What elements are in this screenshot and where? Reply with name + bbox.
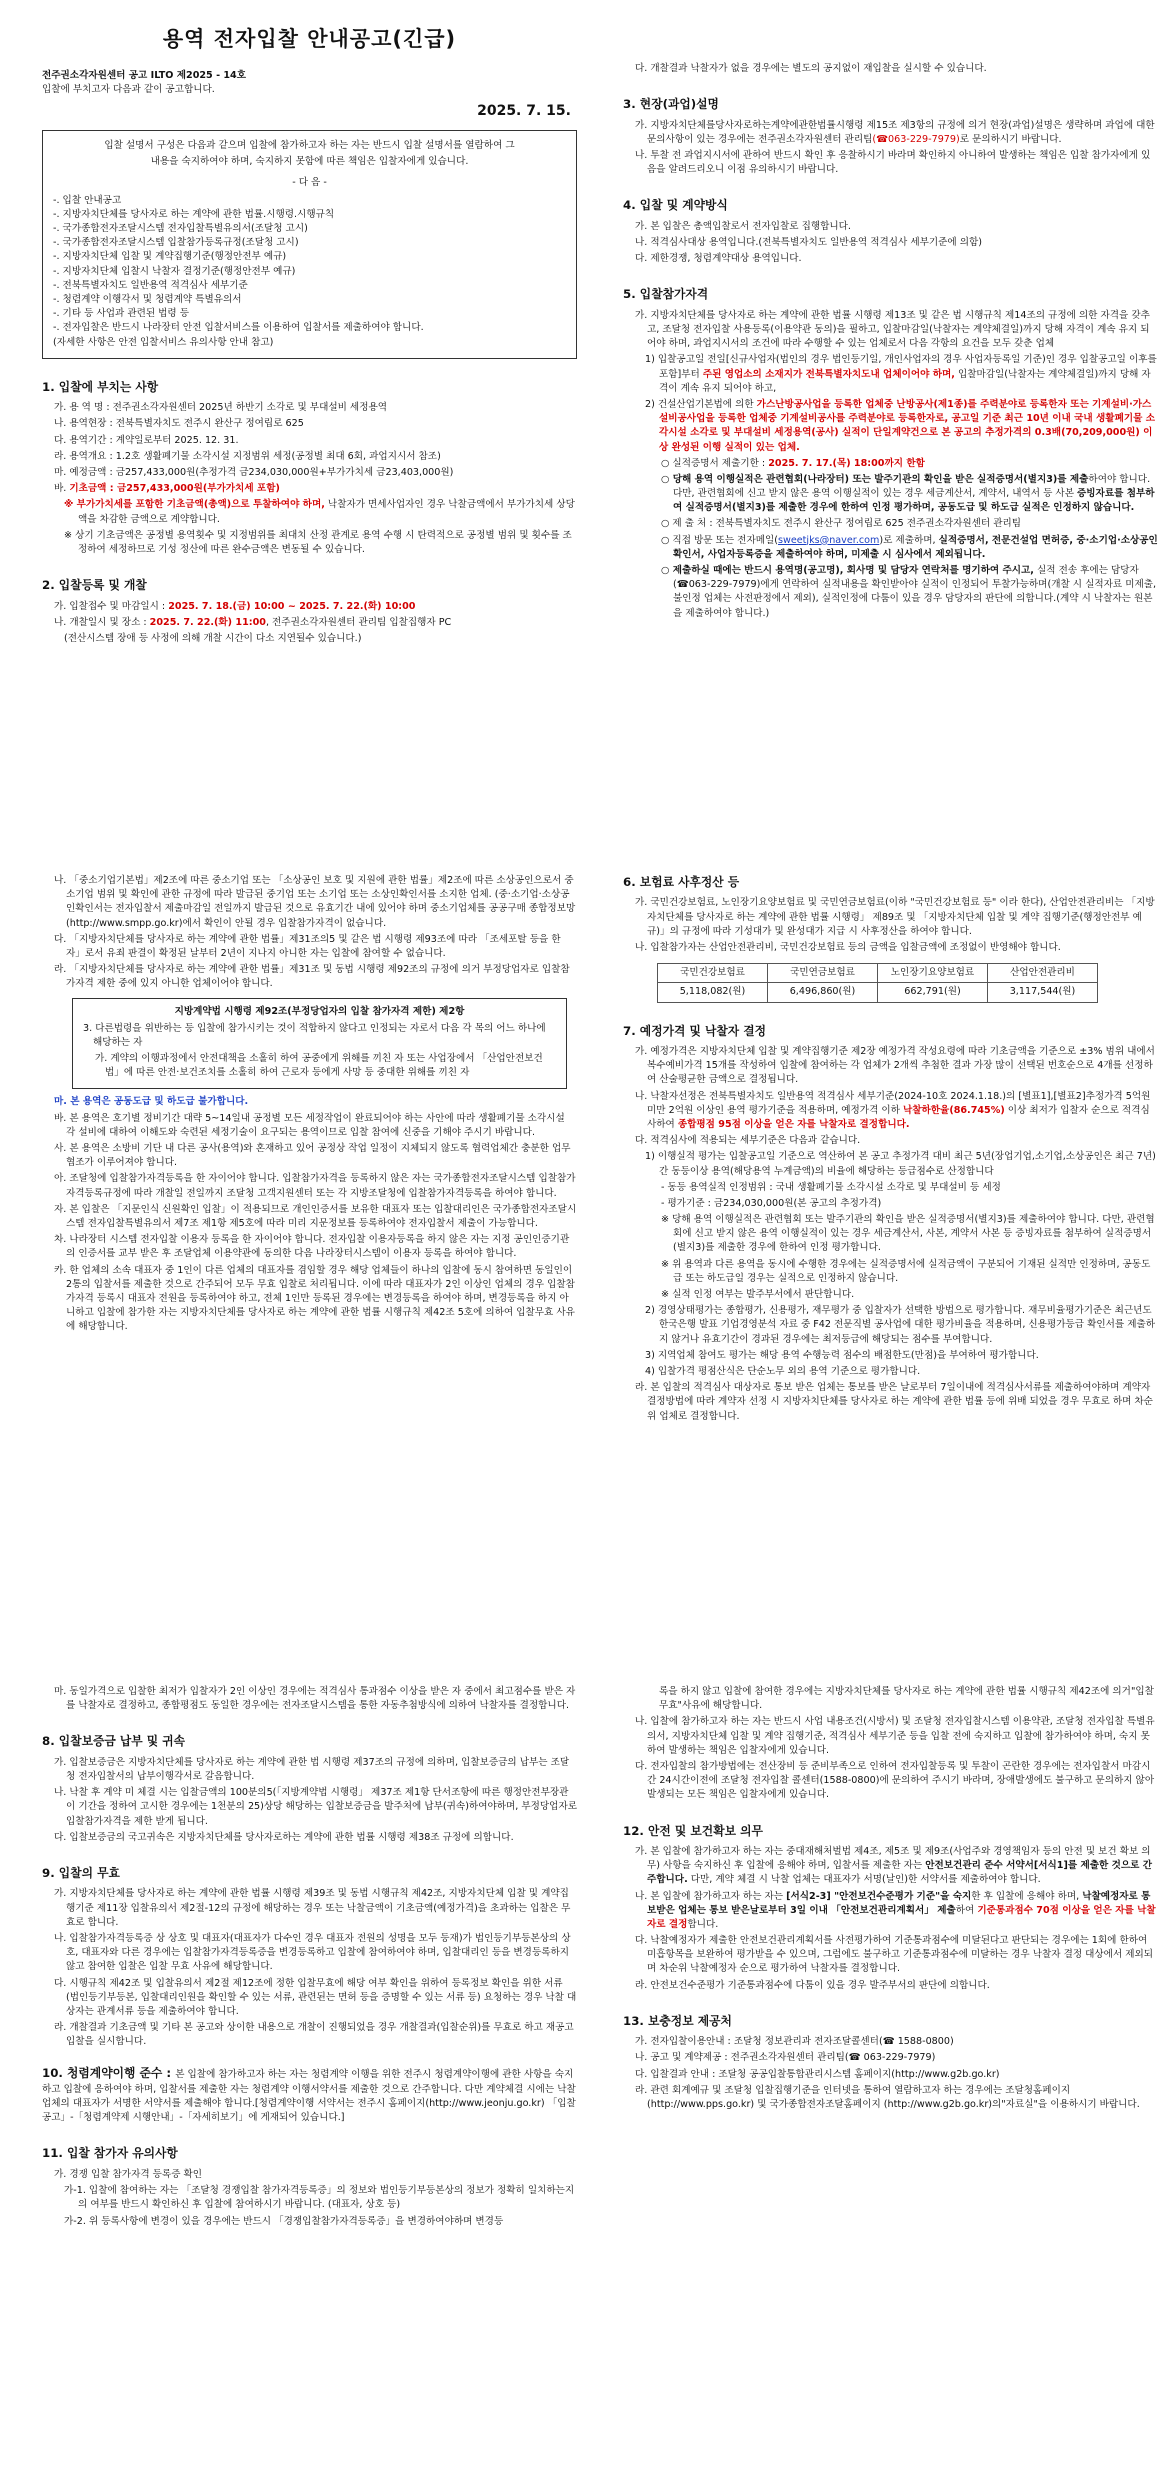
s12-a-emph: 안전보건관리 준수 서약서[서식1]를 제출한 것으로 간주합니다. (647, 1860, 1153, 1886)
s7-c-1b: - 평가기준 : 금234,030,000원(본 공고의 추정가격) (661, 1197, 882, 1209)
document-title: 용역 전자입찰 안내공고(긴급) (162, 27, 457, 51)
s1-item-a: 가. 용 역 명 : 전주권소각자원센터 2025년 하반기 소각로 및 부대설비 세정용역 (54, 402, 388, 414)
s7-item-b (635, 1090, 1158, 1133)
section-12-heading: 12. 안전 및 보건확보 의무 (623, 1823, 763, 1838)
s5-item-i: 자. 본 입찰은 「지문인식 신원확인 입찰」이 적용되므로 개인인증서를 보유한 대표자 또는 입찰대리인은 국가종합전자조달시스템 전자입찰특별유의서 제7조 제1항 제5호에 따라 미리 지문정보를 등록하여야 전자입찰서 제출이 가능합니다. (54, 1203, 577, 1229)
section-4-heading: 4. 입찰 및 계약방식 (623, 198, 728, 213)
table-header-cell: 노인장기요양보험료 (878, 964, 988, 983)
s11-item-a1: 가-1. 입찰에 참여하는 자는 「조달청 경쟁입찰 참가자격등록증」의 정보와 법인등기부등본상의 정보가 정확히 일치하는지의 여부를 반드시 확인하신 후 입찰에 참여하시기 바랍니다. (대표자, 상호 등) (64, 2185, 575, 2211)
s12-item-b (635, 1890, 1158, 1933)
law-citation-box (72, 998, 567, 1090)
vat-note-rest: 낙찰자가 면세사업자인 경우 낙찰금액에서 부가가치세 상당액을 차감한 금액으로 계약합니다. (78, 499, 575, 525)
s5-req-1-pre: 1) 입찰공고일 전일[신규사업자(법인의 경우 법인등기일, 개인사업자의 경우 사업자등록일 기준)인 경우 입찰공고일 이후를 포함]부터 (645, 354, 1157, 380)
s1-note-vat (64, 498, 577, 526)
section-9-heading: 9. 입찰의 무효 (42, 1865, 120, 1880)
table-header-cell: 국민연금보험료 (768, 964, 878, 983)
s12-a-post: 다만, 계약 체결 시 낙찰 업체는 대표자가 서명(날인)한 서약서를 제출하여야 합니다. (687, 1874, 1041, 1886)
s5-note-5-text: 실적 전송 후에는 담당자(☎063-229-7979)에게 연락하여 실적내용을 확인받아야 실적이 인정되어 투찰가능하며(개찰 시 실적자료 미제출, 불인정 업체는 사전판정에서 제외), 실적인정에 다툼이 있을 경우 담당자의 판단에 의합니다.(계약 시 낙찰자는 원본을 제출하여야 합니다.) (673, 565, 1157, 619)
s5-note-4 (661, 534, 1158, 562)
s4-item-c: 다. 제한경쟁, 청렴계약대상 용역입니다. (635, 253, 802, 265)
s9-item-b: 나. 입찰참가자격등록증 상 상호 및 대표자(대표자가 다수인 경우 대표자 전원의 성명을 모두 등재)가 법인등기부등본상의 상호, 대표자와 다른 경우에는 입찰참가자격등록증을 변경등록하고 입찰에 참여하여야 하며, 입찰대리인 등을 변경등록하지 않고 참여한 입찰은 입찰 무효 사유에 해당합니다. (54, 1932, 571, 1973)
section-7-heading: 7. 예정가격 및 낙찰자 결정 (623, 1023, 767, 1038)
section-10 (42, 2065, 577, 2125)
s8-item-c: 다. 입찰보증금의 국고귀속은 지방자치단체를 당사자로하는 계약에 관한 법률 시행령 제38조 규정에 의합니다. (54, 1831, 514, 1843)
s2-b-prefix: 나. 개찰일시 및 장소 : (54, 616, 150, 628)
notice-list (53, 194, 566, 350)
section-5-heading: 5. 입찰참가자격 (623, 287, 709, 302)
bid-period: 2025. 7. 18.(금) 10:00 ~ 2025. 7. 22.(화) 10:00 (168, 600, 416, 612)
table-cell: 662,791(원) (878, 983, 988, 1002)
table-cell: 5,118,082(원) (658, 983, 768, 1002)
s3-item-a (635, 119, 1158, 147)
s12-b-mid: 한 후 입찰에 응해야 하며, (971, 1890, 1083, 1902)
s7-c-1e: ※ 실적 인정 여부는 발주부서에서 판단합니다. (661, 1289, 855, 1301)
s12-b-emph2: 낙찰예정자로 통보받은 업체는 통보 받은날로부터 3일 이내 「안전보건관리계획서」 제출 (647, 1890, 1151, 1916)
s12-b-mid2: 하여 (955, 1904, 978, 1916)
s5-item-e: 마. 본 용역은 공동도급 및 하도급 불가합니다. (54, 1096, 249, 1108)
s3-phone: (☎063-229-7979) (872, 133, 960, 145)
s5-note-1-pre: ○ 실적증명서 제출기한 : (661, 457, 769, 469)
s5-item-b: 나. 「중소기업기본법」제2조에 따른 중소기업 또는 「소상공인 보호 및 지원에 관한 법률」제2조에 따른 소상공인으로서 중소기업 범위 및 확인에 관한 규정에 따라 발급된 중기업 또는 소기업 또는 소상인확인서를 소지한 업체. (중·소기업·소상공인확인서는 전자입찰서 제출마감일 전일까지 발급된 것으로 유효기간 내에 있어야 하며 중소기업체를 공공구매 종합정보망(http://www.smpp.go.kr)에서 확인이 안될 경우 입찰참가자격이 없습니다. (54, 875, 576, 929)
s13-item-d: 라. 관련 회계예규 및 조달청 입찰집행기준을 인터넷을 통하여 열람하고자 하는 경우에는 조달청홈페이지(http://www.pps.go.kr) 및 국가종합전자조달홈페이지 (http://www.g2b.go.kr)의"자료실"을 이용하시기 바랍니다. (635, 2084, 1140, 2111)
s7-item-c: 다. 적격심사에 적용되는 세부기준은 다음과 같습니다. (635, 1135, 861, 1147)
s13-item-a: 가. 전자입찰이용안내 : 조달청 정보관리과 전자조달콜센터(☎ 1588-0800) (635, 2036, 954, 2048)
s2-item-b (54, 616, 577, 630)
s11-item-a: 가. 경쟁 입찰 참가자격 등록증 확인 (54, 2168, 203, 2180)
s12-b-emph: [서식2-3] "안전보건수준평가 기준"을 숙지 (786, 1890, 972, 1902)
notice-line-1: 입찰 설명서 구성은 다음과 같으며 입찰에 참가하고자 하는 자는 반드시 입찰 설명서를 열람하여 그 (104, 140, 515, 152)
s12-item-d: 라. 안전보건수준평가 기준통과점수에 다툼이 있을 경우 발주부서의 판단에 의합니다. (635, 1979, 990, 1991)
table-header-cell: 산업안전관리비 (988, 964, 1098, 983)
s3-item-b: 나. 투찰 전 과업지시서에 관하여 반드시 확인 후 응찰하시기 바라며 확인하지 아니하여 발생하는 책임은 입찰 참가자에게 있음을 알려드리오니 이점 유의하시기 바랍니다. (635, 150, 1151, 176)
s5-item-h: 아. 조달청에 입찰참가자격등록을 한 자이어야 합니다. 입찰참가자격을 등록하지 않은 자는 국가종합전자조달시스템 입찰참가자격등록규정에 따라 개찰일 전일까지 조달청 고객지원센터 또는 각 지방조달청에 입찰참가자격등록을 하여야 합니다. (54, 1173, 576, 1199)
law-box-title: 지방계약법 시행령 제92조(부정당업자의 입찰 참가자격 제한) 제2항 (174, 1005, 465, 1017)
s7-b-pre: 나. 낙찰자선정은 전북특별자치도 일반용역 적격심사 세부기준(2024-10호 2024.1.18.)의 [별표1],[별표2]추정가격 5억원미만 2억원 이상인 용역 평가기준을 적용하며, 예정가격 이하 (635, 1090, 1151, 1116)
section-8-heading: 8. 입찰보증금 납부 및 귀속 (42, 1734, 186, 1749)
table-header-cell: 국민건강보험료 (658, 964, 768, 983)
law-box-line: 가. 계약의 이행과정에서 안전대책을 소홀히 하여 공중에게 위해를 끼친 자 또는 사업장에서 「산업안전보건법」에 따른 안전·보건조치를 소홀히 하여 근로자 등에게 사망 등 중대한 위해를 끼친 자 (95, 1053, 543, 1079)
s5-note-4-pre: ○ 직접 방문 또는 전자메일( (661, 534, 778, 546)
section-13-heading: 13. 보충정보 제공처 (623, 2013, 732, 2028)
s9-item-c: 다. 시행규칙 제42조 및 입찰유의서 제2절 제12조에 정한 입찰무효에 해당 여부 확인을 위하여 등록정보 확인을 위한 서류 (법인등기부등본, 입찰대리인원을 확인할 수 있는 서류, 관련된는 면허 등을 증명할 수 있는 서류 등) 요청하는 경우 낙찰 대상자는 관계서류 등을 제출하여야 합니다. (54, 1977, 577, 2017)
record-deadline: 2025. 7. 17.(목) 18:00까지 한함 (768, 457, 925, 469)
s1-item-e: 마. 예정금액 : 금257,433,000원(추정가격 금234,030,000원+부가가치세 금23,403,000원) (54, 467, 454, 478)
s12-item-c: 다. 낙찰예정자가 제출한 안전보건관리계획서를 사전평가하여 기준통과점수에 미달된다고 판단되는 경우에는 1회에 한하여 미흡항목을 보완하여 평가받을 수 있으며, 그럼에도 불구하고 기준통과점수에 미달하는 경우 낙찰자 결정 대상에서 제외되며 차순위 낙찰예정자 순으로 평가하여 낙찰자를 결정합니다. (635, 1935, 1154, 1975)
table-row (658, 983, 1098, 1002)
table-cell: 6,496,860(원) (768, 983, 878, 1002)
s5-item-d: 라. 「지방자치단체를 당사자로 하는 계약에 관한 법률」제31조 및 동법 시행령 제92조의 규정에 의거 부정당업자로 입찰참가자격 제한 중에 있지 아니한 업체이어야 합니다. (54, 964, 570, 990)
lower-bound-rate: 낙찰하한율(86.745%) (902, 1104, 1005, 1116)
section-1-heading: 1. 입찰에 부치는 사항 (42, 379, 159, 394)
s5-item-f: 바. 본 용역은 호기별 정비기간 대략 5~14일내 공정별 모든 세정작업이 완료되어야 하는 사안에 따라 생활폐기물 소각시설 각 설비에 대하여 이해도와 숙련된 세정기술이 요구되는 용역이므로 입찰 참여에 신중을 기해야 주시기 바랍니다. (54, 1112, 565, 1138)
s11-item-b: 나. 입찰에 참가하고자 하는 자는 반드시 사업 내용조건(시방서) 및 조달청 전자입찰시스템 이용약관, 조달청 전자입찰 특별유의서, 지방자치단체 입찰 및 계약 집행기준, 적격심사 세부기준 등을 입찰 전에 숙지하고 입찰에 참가하여야 하며, 숙지 못하여 발생하는 책임은 입찰자에게 있습니다. (635, 1716, 1155, 1756)
table-header-row (658, 964, 1098, 983)
s5-note-2-text: 하여야 합니다. 다만, 관련협회에 신고 받지 않은 용역 이행실적이 있는 경우 세금계산서, 계약서, 내역서 등 사본 (673, 473, 1151, 500)
announce-date: 2025. 7. 15. (477, 103, 571, 120)
s1-f-prefix: 바. (54, 483, 70, 495)
contact-email-link[interactable]: sweetjks@naver.com (778, 534, 880, 546)
vat-note-emph: ※ 부가가치세를 포함한 기초금액(총액)으로 투찰하여야 하며, (64, 499, 325, 511)
s5-note-4-emph: 실적증명서, 전문건설업 면허증, 중·소기업·소상공인확인서, 사업자등록증을 제출하여야 하며, 미제출 시 심사에서 제외됩니다. (673, 534, 1158, 560)
s1-item-b: 나. 용역현장 : 전북특별자치도 전주시 완산구 정여립로 625 (54, 418, 304, 430)
s5-item-a: 가. 지방자치단체를 당사자로 하는 계약에 관한 법률 시행령 제13조 및 같은 법 시행규칙 제14조의 규정에 의한 자격을 갖추고, 조달청 전자입찰 사용등록(이용약관 동의)을 필하고, 입찰마감일(낙찰자는 계약체결일)까지 당해 자격이 계속 유지 되어야 하며, 과업지시서의 조건에 따라 수행할 수 있는 업체로서 다음 각항의 요건을 모두 갖춘 업체 (635, 309, 1150, 350)
s7-item-d: 라. 본 입찰의 적격심사 대상자로 통보 받은 업체는 통보를 받은 날로부터 7일이내에 적격심사서류를 제출하여야하며 계약자 결정방법에 따라 계약자 선정 시 지방자치단체를 당사자로 하는 계약에 관한 법률 등에 위배 되었을 경우 무효로 하며 차순위 업체로 결정합니다. (635, 1382, 1153, 1422)
s7-c-1: 1) 이행실적 평가는 입찰공고일 기준으로 역산하여 본 공고 추정가격 대비 최근 5년(장업기업,소기업,소상공인은 최근 7년)간 동등이상 용역(해당용역 누계금액)의 비율에 해당하는 등급점수로 산정합니다 (645, 1151, 1156, 1177)
notice-item: -. 국가종합전자조달시스템 전자입찰특별유의서(조달청 고시) (53, 223, 308, 235)
section-11-heading: 11. 입찰 참가자 유의사항 (42, 2146, 178, 2161)
s12-a-pre: 가. 본 입찰에 참가하고자 하는 자는 중대재해처벌법 제4조, 제5조 및 제9조(사업주와 경영책임자 등의 안전 및 보건 확보 의무) 사항을 숙지하신 후 입찰에 응해야 하며, 입찰서를 제출한 자는 (635, 1845, 1151, 1872)
notice-item: -. 전북특별자치도 일반용역 적격심사 세부기준 (53, 279, 248, 291)
notice-item: -. 입찰 안내공고 (53, 194, 122, 206)
s5-item-c: 다. 「지방자치단체를 당사자로 하는 계약에 관한 법률」제31조의5 및 같은 법 시행령 제93조에 따라 「조세포탈 등을 한 자」로서 유죄 판결이 확정된 날부터 2년이 지나지 아니한 자는 입찰에 참여할 수 없습니다. (54, 933, 561, 959)
insurance-table (657, 963, 1098, 1002)
s2-a-prefix: 가. 입찰접수 및 마감일시 : (54, 600, 169, 612)
s3-a-suffix: 로 문의하시기 바랍니다. (959, 133, 1062, 145)
s5-req-2-pre: 2) 건설산업기본법에 의한 (645, 398, 757, 410)
s8-item-a: 가. 입찰보증금은 지방자치단체를 당사자로 하는 계약에 관한 법 시행령 제37조의 규정에 의하며, 입찰보증금의 납부는 조달청 전자입찰서의 납부이행각서로 갈음합니다. (54, 1756, 570, 1783)
page-3-left-column (42, 1685, 577, 2231)
opening-time: 2025. 7. 22.(화) 11:00 (149, 616, 266, 628)
s6-item-b: 나. 입찰참가자는 산업안전관리비, 국민건강보험료 등의 금액을 입찰금액에 조정없이 반영해야 합니다. (635, 942, 1061, 954)
section-2-heading: 2. 입찰등록 및 개찰 (42, 578, 147, 593)
section-10-text: 본 입찰에 참가하고자 하는 자는 청렴계약 이행을 위한 전주시 청렴계약이행에 관한 사항을 숙지하고 입찰에 응하여야 하며, 입찰서를 제출한 자는 청렴계약 이행서약서를 제출한 것으로 간주합니다. 다만 계약체결 시에는 낙찰업체의 대표자가 서명한 서약서를 제출해야 합니다.[청렴계약이행 서약서는 전주시 홈페이지(http://www.jeonju.go.kr) 「입찰공고」-「청렴계약제 시행안내」-「자세히보기」에 게재되어 있습니다.] (42, 2069, 576, 2124)
announce-number: 전주권소각자원센터 공고 ILTO 제2025 - 14호 (42, 70, 247, 82)
s5-note-2-emph2: 증빙자료를 첨부하여 실적증명서(별지3)를 제출한 경우에 한하여 인정 평가하며, 공동도급 및 하도급 실적은 인정하지 않습니다. (673, 488, 1155, 514)
page-2-right-column (623, 854, 1158, 1426)
s5-note-5-emph: ○ 제출하실 때에는 반드시 용역명(공고명), 회사명 및 담당자 연락처를 명기하여 주시고, (661, 565, 1034, 577)
notice-item: -. 청렴계약 이행각서 및 청렴계약 특별유의서 (53, 294, 242, 306)
s5-item-g: 사. 본 용역은 소방비 기단 내 다른 공사(용역)와 혼재하고 있어 공정상 작업 일정이 지체되지 않도록 협력업체간 충분한 업무 협조가 이루어져야 합니다. (54, 1143, 571, 1169)
s9-item-d: 라. 개찰결과 기초금액 및 기타 본 공고와 상이한 내용으로 개찰이 진행되었을 경우 개찰결과(입찰순위)를 무효로 하고 재공고 입찰을 실시합니다. (54, 2022, 574, 2048)
s7-c-2: 2) 경영상태평가는 종합평가, 신용평가, 재무평가 중 입찰자가 선택한 방법으로 평가합니다. 재무비율평가기준은 최근년도 한국은행 발표 기업경영분석 자료 중 F42 전문직별 공사업에 대한 평가비율을 적용하며, 신용평가등급 확인서를 제출하지 않거나 유효기간이 경과된 경우에는 최저등급에 해당되는 점수를 부여합니다. (645, 1305, 1155, 1345)
s5-note-1 (661, 457, 1158, 471)
s13-item-b: 나. 공고 및 계약제공 : 전주권소각자원센터 관리팀(☎ 063-229-7979) (635, 2052, 936, 2064)
page-1-right-column (623, 62, 1158, 623)
s7-item-e: 마. 동일가격으로 입찰한 최저가 입찰자가 2인 이상인 경우에는 적격심사 통과점수 이상을 받은 자 중에서 최고점수를 받은 자를 낙찰자로 결정하고, 종합평점도 동일한 경우에는 전자조달시스템을 통한 자동추첨방식에 의하여 낙찰자를 결정합니다. (54, 1686, 576, 1712)
s5-note-3: ○ 제 출 처 : 전북특별자치도 전주시 완산구 정여립로 625 전주권소각자원센터 관리팀 (661, 518, 1022, 530)
s12-item-a (635, 1845, 1158, 1888)
s7-item-a: 가. 예정가격은 지방자치단체 입찰 및 계약집행기준 제2장 예정가격 작성요령에 따라 기초금액을 기준으로 ±3% 범위 내에서 복수예비가격 15개를 작성하여 입찰에 참여하는 각 업체가 2개씩 추첨한 결과 가장 많이 선택된 번호순으로 4개를 선정하여 산술평균한 금액으로 결정됩니다. (635, 1046, 1155, 1086)
notice-item: -. 전자입찰은 반드시 나라장터 안전 입찰서비스를 이용하여 입찰서를 제출하여야 합니다. (53, 322, 424, 334)
s2-b-suffix: , 전주권소각자원센터 관리팀 입찰집행자 PC (265, 616, 452, 628)
s7-b-mid: 이상 최저가 입찰자 순으로 적격심사하여 (647, 1104, 1150, 1130)
notice-item: (자세한 사항은 안전 입찰서비스 유의사항 안내 참고) (53, 336, 274, 348)
s3-a-text: 가. 지방자치단체를당사자로하는계약에관한법률시행령 제15조 제3항의 규정에 의거 현장(과업)설명은 생략하며 과업에 대한 문의사항이 있는 경우에는 전주권소각자원센터 관리팀 (635, 119, 1155, 145)
s11-a2-continued: 록을 하지 않고 입찰에 참여한 경우에는 지방자치단체를 당사자로 하는 계약에 관한 법률 시행규칙 제42조에 의거"입찰무효"사유에 해당합니다. (659, 1686, 1154, 1712)
s2-item-b-note: (전산시스템 장애 등 사정에 의해 개찰 시간이 다소 지연될수 있습니다.) (64, 632, 362, 644)
base-amount: 기초금액 : 금257,433,000원(부가가치세 포함) (69, 483, 280, 495)
page-1-left-column (42, 0, 577, 648)
s1-note-scope: ※ 상기 기초금액은 공정별 용역횟수 및 지정범위를 최대치 산정 관계로 용역 수행 시 탄력적으로 공정별 범위 및 횟수를 조정하여 세정하므로 기성 정산에 따른 완수금액은 변동될 수 있습니다. (64, 529, 572, 555)
s5-req-1-emph: 주된 영업소의 소재지가 전북특별자치도내 업체이어야 하며, (702, 368, 955, 380)
s4-item-a: 가. 본 입찰은 총액입찰로서 전자입찰로 집행합니다. (635, 220, 851, 232)
s8-item-b: 나. 낙찰 후 계약 미 체결 시는 입찰금액의 100분의5(「지방계약법 시행령」 제37조 제1항 단서조항에 따른 행정안전부장관이 기간을 정하여 고시한 경우에는 1천분의 25)상당 해당하는 입찰보증금을 발주처에 납부(귀속)하여야하며, 부정당업자로 입찰참가자격을 제한 받게 됩니다. (54, 1787, 577, 1827)
s9-item-a: 가. 지방자치단체를 당사자로 하는 계약에 관한 법률 시행령 제39조 및 동법 시행규칙 제42조, 지방자치단체 입찰 및 계약집행기준 제11장 입찰유의서 제2절-12의 규정에 해당하는 경우 또는 낙찰금액이 기초금액(예정가격)을 초과하는 입찰은 무효로 합니다. (54, 1888, 571, 1928)
notice-item: -. 지방자치단체 입찰 및 계약집행기준(행정안전부 예규) (53, 251, 287, 263)
s5-note-2-emph: ○ 당해 용역 이행실적은 관련협회(나라장터) 또는 발주기관의 확인을 받은 실적증명서(별지3)를 제출 (661, 473, 1089, 485)
notice-line-2: 내용을 숙지하여야 하며, 숙지하지 못함에 따른 책임은 입찰자에게 있습니다. (150, 156, 469, 168)
s5-req-1-post: 입찰마감일(낙찰자는 계약체결일)까지 당해 자격이 계속 유지 되어야 하고, (659, 368, 1151, 394)
section-10-heading: 10. 청렴계약이행 준수 : (42, 2066, 176, 2081)
page-3-right-column (623, 1685, 1158, 2114)
s5-item-j: 차. 나라장터 시스템 전자입찰 이용자 등록을 한 자이어야 합니다. 전자입찰 이용자등록을 하지 않은 자는 지정 공인인증기관의 인증서를 교부 받은 후 조달업체 이용약관에 동의한 다음 나라장터시스템이 이용자 등록을 하여야 합니다. (54, 1234, 570, 1260)
s5-note-4-mid: )로 제출하며, (879, 534, 939, 546)
notice-item: -. 지방자치단체를 당사자로 하는 계약에 관한 법률.시행령.시행규칙 (53, 208, 335, 220)
table-cell: 3,117,544(원) (988, 983, 1098, 1002)
s12-b-threshold: 기준통과점수 70점 이상을 얻은 자를 낙찰자로 결정 (647, 1904, 1156, 1930)
s13-item-c: 다. 입찰결과 안내 : 조달청 공공입찰통합관리시스템 홈페이지(http://www.g2b.go.kr) (635, 2068, 1000, 2080)
award-criteria: 종합평점 95점 이상을 얻은 자를 낙찰자로 결정합니다. (677, 1118, 910, 1130)
section-3-heading: 3. 현장(과업)설명 (623, 97, 719, 112)
s11-item-a2: 가-2. 위 등록사항에 변경이 있을 경우에는 반드시 「경쟁입찰참가자격등록증」을 변경하여야하며 변경등 (64, 2215, 504, 2227)
page-2-left-column (42, 874, 577, 1336)
s6-item-a: 가. 국민건강보험료, 노인장기요양보험료 및 국민연금보험료(이하 "국민건강보험료 등" 이라 한다), 산업안전관리비는 「지방자치단체를 당사자로 하는 계약에 관한 법률 시행령」 제89조 및 「지방자치단체 입찰 및 계약 집행기준(행정안전부 예규)」의 규정에 따라 기성대가 및 완성대가 지급 시 사후정산을 하여야 합니다. (635, 897, 1155, 937)
intro-text: 입찰에 부치고자 다음과 같이 공고합니다. (42, 84, 215, 96)
s12-b-pre: 나. 본 입찰에 참가하고자 하는 자는 (635, 1890, 787, 1902)
s5-note-5 (661, 564, 1158, 621)
s5-item-k: 카. 한 업체의 소속 대표자 중 1인이 다른 업체의 대표자를 겸임할 경우 해당 업체들이 하나의 입찰에 동시 참여하면 동일인이 2통의 입찰서를 제출한 것으로 간주되어 모두 무효 입찰로 처리됩니다. 이에 따라 대표자가 2인 이상인 업체의 경우 입찰참가자격 등록시 대표자 전원을 등록하여야 하고, 전체 1인만 등록된 경우에는 변경등록을 하여야 하며, 변경등록을 하지 아니하고 입찰에 참가한 자는 지방자치단체를 당사자로 하는 계약에 관한 법률 시행규칙 제42조 5호에 의하여 입찰무효 사유에 해당합니다. (54, 1264, 575, 1333)
section-6-heading: 6. 보험료 사후정산 등 (623, 875, 740, 889)
s7-c-1a: - 동등 용역실적 인정범위 : 국내 생활폐기물 소각시설 소각로 및 부대설비 등 세정 (661, 1181, 1001, 1193)
s5-req-2 (645, 398, 1158, 455)
s7-c-4: 4) 입찰가격 평점산식은 단순노무 외의 용역 기준으로 평가합니다. (645, 1365, 921, 1377)
notice-divider: - 다 음 - (292, 176, 327, 188)
s11-item-c: 다. 전자입찰의 참가방법에는 전산장비 등 준비부족으로 인하여 전자입찰등록 및 투찰이 곤란한 경우에는 전자입찰서 마감시간 24시간이전에 조달청 전자입찰 콜센터(1588-0800)에 문의하여 주시기 바라며, 장애발생에도 불구하고 문의하지 않아 발생되는 모든 책임은 입찰자에게 있습니다. (635, 1760, 1155, 1801)
s4-item-b: 나. 적격심사대상 용역입니다.(전북특별자치도 일반용역 적격심사 세부기준에 의함) (635, 237, 982, 249)
notice-item: -. 기타 등 사업과 관련된 법령 등 (53, 308, 190, 320)
s1-item-d: 라. 용역개요 : 1.2호 생활폐기물 소각시설 지정범위 세정(공정별 최대 6회, 과업지시서 참조) (54, 450, 441, 462)
s7-c-3: 3) 지역업체 참여도 평가는 해당 용역 수행능력 점수의 배점한도(만점)을 부여하여 평가합니다. (645, 1349, 1039, 1361)
s12-b-post: 합니다. (687, 1918, 719, 1930)
s7-c-1c: ※ 당해 용역 이행실적은 관련협회 또는 발주기관의 확인을 받은 실적증명서(별지3)를 제출하여야 합니다. 다만, 관련협회에 신고 받지 않은 용역 이행실적이 있는 경우 세금계산서, 사본, 계약서 사본 등 증빙자료를 첨부하여 실적증명서(별지3)를 제출한 경우에 한하여 인정 평가합니다. (661, 1214, 1155, 1254)
notice-box (42, 130, 577, 359)
s1-item-f (54, 482, 577, 496)
law-box-line: 3. 다른법령을 위반하는 등 입찰에 참가시키는 것이 적합하지 않다고 인정되는 자로서 다음 각 목의 어느 하나에 해당하는 자 (83, 1022, 546, 1048)
s1-item-c: 다. 용역기간 : 계약일로부터 2025. 12. 31. (54, 434, 239, 446)
s7-c-1d: ※ 위 용역과 다른 용역을 동시에 수행한 경우에는 실적증명서에 실적금액이 구분되어 기재된 실적만 인정하며, 공동도급 또는 하도급일 경우는 실적으로 인정하지 않습니다. (661, 1258, 1151, 1284)
s5-req-2-emph: 가스난방공사업을 등록한 업체중 난방공사(제1종)를 주력분야로 등록한자 또는 기계설비·가스설비공사업을 등록한 업체중 기계설비공사를 주력분야로 등록한자로, 공고일 기준 최근 10년 이내 국내 생활폐기물 소각시설 소각로 및 부대설비 세정용역(공사) 실적이 단일계약건으로 본 공고의 추정가격의 0.3배(70,209,000원) 이상 완성된 이행 실적이 있는 업체. (659, 398, 1155, 453)
s2-item-c: 다. 개찰결과 낙찰자가 없을 경우에는 별도의 공지없이 재입찰을 실시할 수 있습니다. (635, 63, 987, 74)
s5-note-2 (661, 473, 1158, 516)
s5-req-1 (645, 353, 1158, 396)
notice-item: -. 국가종합전자조달시스템 입찰참가등록규정(조달청 고시) (53, 237, 299, 249)
s2-item-a (54, 600, 577, 614)
notice-item: -. 지방자치단체 입찰시 낙찰자 결정기준(행정안전부 예규) (53, 265, 296, 277)
